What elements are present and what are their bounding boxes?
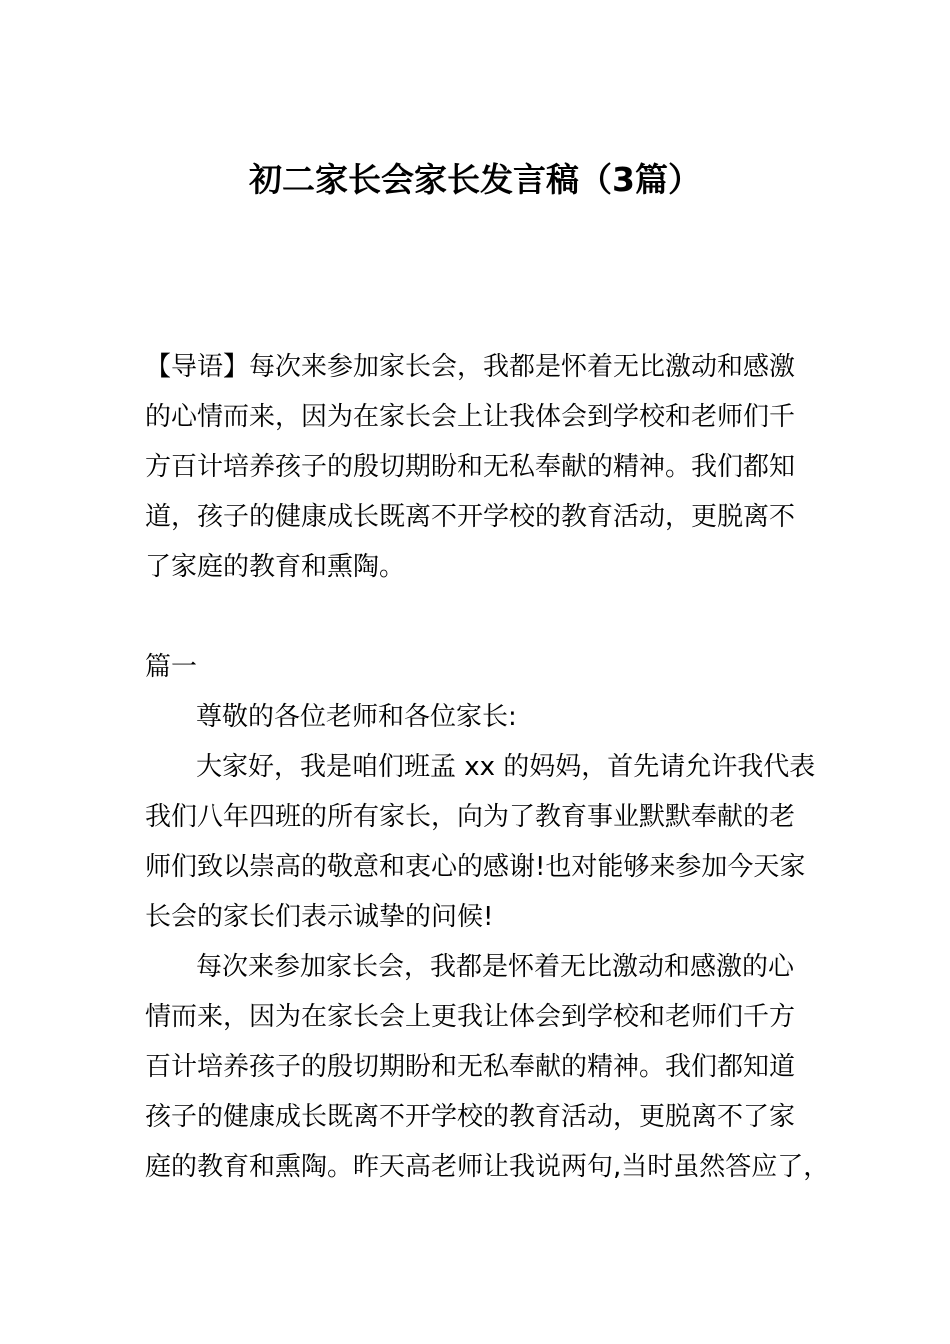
paragraph2-line-4: 孩子的健康成长既离不开学校的教育活动，更脱离不了家 bbox=[145, 1102, 796, 1132]
intro-line-2: 的心情而来，因为在家长会上让我体会到学校和老师们千 bbox=[145, 402, 796, 432]
paragraph2-line-1: 每次来参加家长会，我都是怀着无比激动和感激的心 bbox=[196, 952, 795, 982]
paragraph2-line-2: 情而来，因为在家长会上更我让体会到学校和老师们千方 bbox=[145, 1002, 796, 1032]
paragraph2-line-3: 百计培养孩子的殷切期盼和无私奉献的精神。我们都知道 bbox=[145, 1052, 796, 1082]
paragraph1-line-2: 我们八年四班的所有家长，向为了教育事业默默奉献的老 bbox=[145, 802, 796, 832]
paragraph2-line-5: 庭的教育和熏陶。昨天高老师让我说两句,当时虽然答应了， bbox=[145, 1152, 830, 1182]
paragraph1-line-4: 长会的家长们表示诚挚的问候! bbox=[145, 902, 494, 932]
intro-line-1: 【导语】每次来参加家长会，我都是怀着无比激动和感激 bbox=[145, 352, 796, 382]
paragraph1-line-3: 师们致以崇高的敬意和衷心的感谢!也对能够来参加今天家 bbox=[145, 852, 806, 882]
section-heading: 篇一 bbox=[145, 652, 198, 682]
paragraph1-line-1: 大家好，我是咱们班孟 xx 的妈妈，首先请允许我代表 bbox=[196, 752, 816, 782]
salutation: 尊敬的各位老师和各位家长: bbox=[196, 702, 517, 732]
document-title: 初二家长会家长发言稿（3篇） bbox=[249, 160, 701, 199]
intro-line-5: 了家庭的教育和熏陶。 bbox=[145, 552, 406, 582]
intro-line-3: 方百计培养孩子的殷切期盼和无私奉献的精神。我们都知 bbox=[145, 452, 796, 482]
intro-line-4: 道，孩子的健康成长既离不开学校的教育活动，更脱离不 bbox=[145, 502, 796, 532]
